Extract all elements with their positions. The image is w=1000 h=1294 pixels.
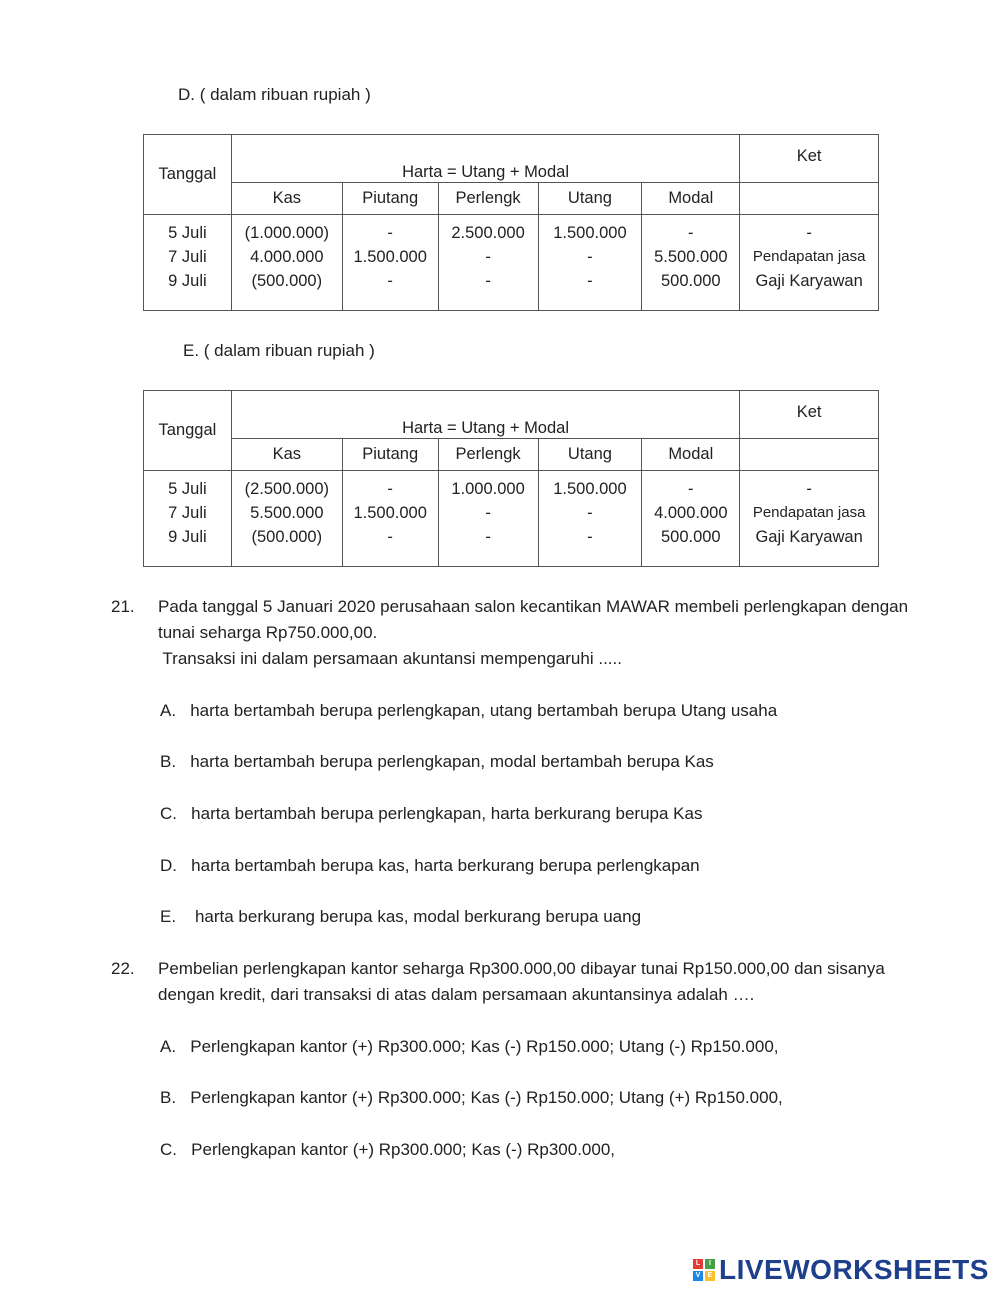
header-utang: Utang bbox=[538, 439, 642, 471]
header-modal: Modal bbox=[642, 183, 740, 215]
modal-value: 500.000 bbox=[660, 272, 721, 290]
date: 9 Juli bbox=[168, 528, 207, 546]
header-kas: Kas bbox=[231, 439, 342, 471]
q21-choice-e[interactable]: E. harta berkurang berupa kas, modal berkurang berupa uang bbox=[160, 907, 642, 926]
header-equation: Harta = Utang + Modal bbox=[231, 135, 739, 183]
kas-value: (1.000.000) bbox=[244, 224, 329, 242]
perlengk-value: - bbox=[485, 272, 491, 290]
utang-value: 1.500.000 bbox=[553, 480, 627, 498]
utang-value: - bbox=[587, 248, 593, 266]
ket-cell bbox=[740, 215, 879, 311]
header-perlengk: Perlengk bbox=[438, 439, 538, 471]
option-e-label: E. ( dalam ribuan rupiah ) bbox=[183, 341, 375, 360]
table-d bbox=[143, 134, 879, 311]
question-line: Pada tanggal 5 Januari 2020 perusahaan salon kecantikan MAWAR membeli perlengkapan dengan bbox=[158, 597, 909, 616]
utang-value: - bbox=[587, 504, 593, 522]
piutang-value: - bbox=[387, 528, 393, 546]
header-equation: Harta = Utang + Modal bbox=[231, 391, 739, 439]
kas-value: (2.500.000) bbox=[244, 480, 329, 498]
date: 5 Juli bbox=[168, 480, 207, 498]
date: 5 Juli bbox=[168, 224, 207, 242]
kas-value: 5.500.000 bbox=[250, 504, 324, 522]
q21-choice-d[interactable]: D. harta bertambah berupa kas, harta berkurang berupa perlengkapan bbox=[160, 856, 700, 875]
header-perlengk: Perlengk bbox=[438, 183, 538, 215]
piutang-value: 1.500.000 bbox=[353, 248, 427, 266]
logo-mark-letter: E bbox=[705, 1271, 715, 1281]
kas-value: (500.000) bbox=[251, 528, 323, 546]
piutang-value: 1.500.000 bbox=[353, 504, 427, 522]
piutang-value: - bbox=[387, 272, 393, 290]
q22-choice-b[interactable]: B. Perlengkapan kantor (+) Rp300.000; Kas (-) Rp150.000; Utang (+) Rp150.000, bbox=[160, 1088, 783, 1107]
perlengk-value: 1.000.000 bbox=[451, 480, 525, 498]
utang-value: - bbox=[587, 528, 593, 546]
utang-cell bbox=[538, 471, 642, 567]
header-kas: Kas bbox=[231, 183, 342, 215]
perlengk-value: - bbox=[485, 528, 491, 546]
q22-choice-c[interactable]: C. Perlengkapan kantor (+) Rp300.000; Kas (-) Rp300.000, bbox=[160, 1140, 616, 1159]
header-ket: Ket bbox=[740, 391, 879, 439]
utang-value: 1.500.000 bbox=[553, 224, 627, 242]
dates-cell bbox=[144, 471, 232, 567]
logo-mark-letter: I bbox=[705, 1259, 715, 1269]
perlengk-value: - bbox=[485, 504, 491, 522]
logo-mark-letter: V bbox=[693, 1271, 703, 1281]
modal-cell bbox=[642, 471, 740, 567]
header-utang: Utang bbox=[538, 183, 642, 215]
date: 7 Juli bbox=[168, 248, 207, 266]
header-modal: Modal bbox=[642, 439, 740, 471]
table-e bbox=[143, 390, 879, 567]
kas-value: 4.000.000 bbox=[250, 248, 324, 266]
ket-value: Gaji Karyawan bbox=[755, 528, 863, 546]
ket-value: Pendapatan jasa bbox=[752, 248, 866, 265]
perlengk-cell bbox=[438, 215, 538, 311]
question-21-text bbox=[158, 594, 958, 672]
q21-choice-c[interactable]: C. harta bertambah berupa perlengkapan, harta berkurang berupa Kas bbox=[160, 804, 703, 823]
question-22-text bbox=[158, 956, 958, 1008]
modal-value: - bbox=[688, 224, 694, 242]
header-tanggal: Tanggal bbox=[144, 135, 232, 215]
piutang-value: - bbox=[387, 480, 393, 498]
modal-value: 5.500.000 bbox=[654, 248, 728, 266]
header-piutang: Piutang bbox=[342, 439, 438, 471]
q21-choice-a[interactable]: A. harta bertambah berupa perlengkapan, utang bertambah berupa Utang usaha bbox=[160, 701, 778, 720]
header-ket: Ket bbox=[740, 135, 879, 183]
kas-cell bbox=[231, 471, 342, 567]
piutang-cell bbox=[342, 471, 438, 567]
modal-value: 500.000 bbox=[660, 528, 721, 546]
q22-choice-a[interactable]: A. Perlengkapan kantor (+) Rp300.000; Kas (-) Rp150.000; Utang (-) Rp150.000, bbox=[160, 1037, 779, 1056]
logo-text: LIVEWORKSHEETS bbox=[719, 1254, 989, 1285]
dates-cell bbox=[144, 215, 232, 311]
modal-value: - bbox=[688, 480, 694, 498]
kas-value: (500.000) bbox=[251, 272, 323, 290]
ket-cell bbox=[740, 471, 879, 567]
utang-value: - bbox=[587, 272, 593, 290]
perlengk-value: 2.500.000 bbox=[451, 224, 525, 242]
question-line: Transaksi ini dalam persamaan akuntansi mempengaruhi ..... bbox=[158, 649, 622, 668]
question-21-number: 21. bbox=[111, 597, 135, 616]
piutang-value: - bbox=[387, 224, 393, 242]
date: 7 Juli bbox=[168, 504, 207, 522]
utang-cell bbox=[538, 215, 642, 311]
modal-value: 4.000.000 bbox=[654, 504, 728, 522]
perlengk-cell bbox=[438, 471, 538, 567]
ket-value: - bbox=[806, 224, 812, 242]
logo-mark-letter: L bbox=[693, 1259, 703, 1269]
ket-value: - bbox=[806, 480, 812, 498]
date: 9 Juli bbox=[168, 272, 207, 290]
question-line: dengan kredit, dari transaksi di atas dalam persamaan akuntansinya adalah …. bbox=[158, 985, 755, 1004]
header-piutang: Piutang bbox=[342, 183, 438, 215]
option-d-label: D. ( dalam ribuan rupiah ) bbox=[178, 85, 371, 104]
piutang-cell bbox=[342, 215, 438, 311]
liveworksheets-logo[interactable] bbox=[693, 1254, 989, 1286]
perlengk-value: - bbox=[485, 248, 491, 266]
question-line: Pembelian perlengkapan kantor seharga Rp300.000,00 dibayar tunai Rp150.000,00 dan sisanya bbox=[158, 959, 885, 978]
logo-mark-icon bbox=[693, 1259, 715, 1281]
kas-cell bbox=[231, 215, 342, 311]
ket-value: Gaji Karyawan bbox=[755, 272, 863, 290]
ket-value: Pendapatan jasa bbox=[752, 504, 866, 521]
modal-cell bbox=[642, 215, 740, 311]
header-tanggal: Tanggal bbox=[144, 391, 232, 471]
q21-choice-b[interactable]: B. harta bertambah berupa perlengkapan, modal bertambah berupa Kas bbox=[160, 752, 714, 771]
question-22-number: 22. bbox=[111, 959, 135, 978]
question-line: tunai seharga Rp750.000,00. bbox=[158, 623, 378, 642]
